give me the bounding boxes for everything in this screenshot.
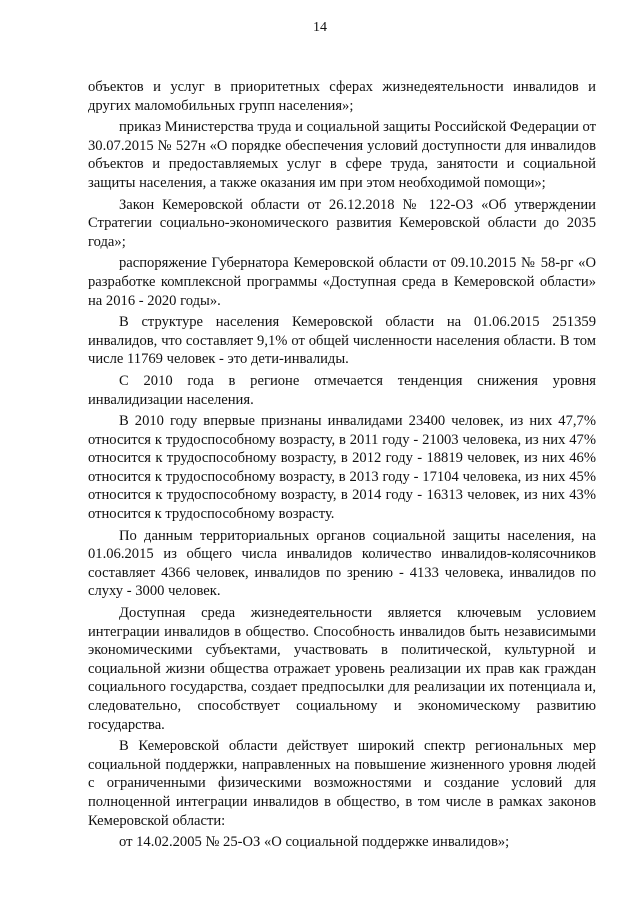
paragraph-10: В Кемеровской области действует широкий спектр региональных мер социальной поддержки, направленных на повышение жизненного уровня людей с ограниченными физическими возможностями и создание условий для полноценной интеграции инвалидов в общество, в том числе в рамках законов Кемеровской области: xyxy=(88,738,596,829)
paragraph-11: от 14.02.2005 № 25-ОЗ «О социальной поддержке инвалидов»; xyxy=(119,834,510,851)
paragraph-6: С 2010 года в регионе отмечается тенденция снижения уровня инвалидизации населения. xyxy=(88,372,596,408)
paragraph-9: Доступная среда жизнедеятельности является ключевым условием интеграции инвалидов в общество. Способность инвалидов быть независимыми экономическими субъектами, участвовать в политической, культурной и социальной жизни общества отражает уровень реализации их прав как граждан социального государства, создает предпосылки для реализации их потенциала и, следовательно, способствует социальному и экономическому развитию государства. xyxy=(88,605,596,733)
paragraph-1: объектов и услуг в приоритетных сферах жизнедеятельности инвалидов и других маломобильных групп населения»; xyxy=(88,79,596,114)
page-number: 14 xyxy=(313,20,327,35)
paragraph-5: В структуре населения Кемеровской области на 01.06.2015 251359 инвалидов, что составляет 9,1% от общей численности населения области. В том числе 11769 человек - это дети-инвалиды. xyxy=(88,314,596,368)
paragraph-3: Закон Кемеровской области от 26.12.2018 № 122-ОЗ «Об утверждении Стратегии социально-экономического развития Кемеровской области до 2035 года»; xyxy=(88,196,596,250)
document-body xyxy=(88,78,596,855)
paragraph-2: приказ Министерства труда и социальной защиты Российской Федерации от 30.07.2015 № 527н «О порядке обеспечения условий доступности для инвалидов объектов и предоставляемых услуг в сфере труда, занятости и социальной защиты населения, а также оказания им при этом необходимой помощи»; xyxy=(88,119,596,191)
paragraph-4: распоряжение Губернатора Кемеровской области от 09.10.2015 № 58-рг «О разработке комплексной программы «Доступная среда в Кемеровской области» на 2016 - 2020 годы». xyxy=(88,255,596,309)
paragraph-8: По данным территориальных органов социальной защиты населения, на 01.06.2015 из общего числа инвалидов количество инвалидов-колясочников составляет 4366 человек, инвалидов по зрению - 4133 человека, инвалидов по слуху - 3000 человек. xyxy=(88,527,596,600)
paragraph-7: В 2010 году впервые признаны инвалидами 23400 человек, из них 47,7% относится к трудоспособному возрасту, в 2011 году - 21003 человека, из них 47% относится к трудоспособному возрасту, в 2012 году - 18819 человек, из них 46% относится к трудоспособному возрасту, в 2013 году - 17104 человека, из них 45% относится к трудоспособному возрасту, в 2014 году - 16313 человек, из них 43% относится к трудоспособному возрасту. xyxy=(88,413,596,523)
